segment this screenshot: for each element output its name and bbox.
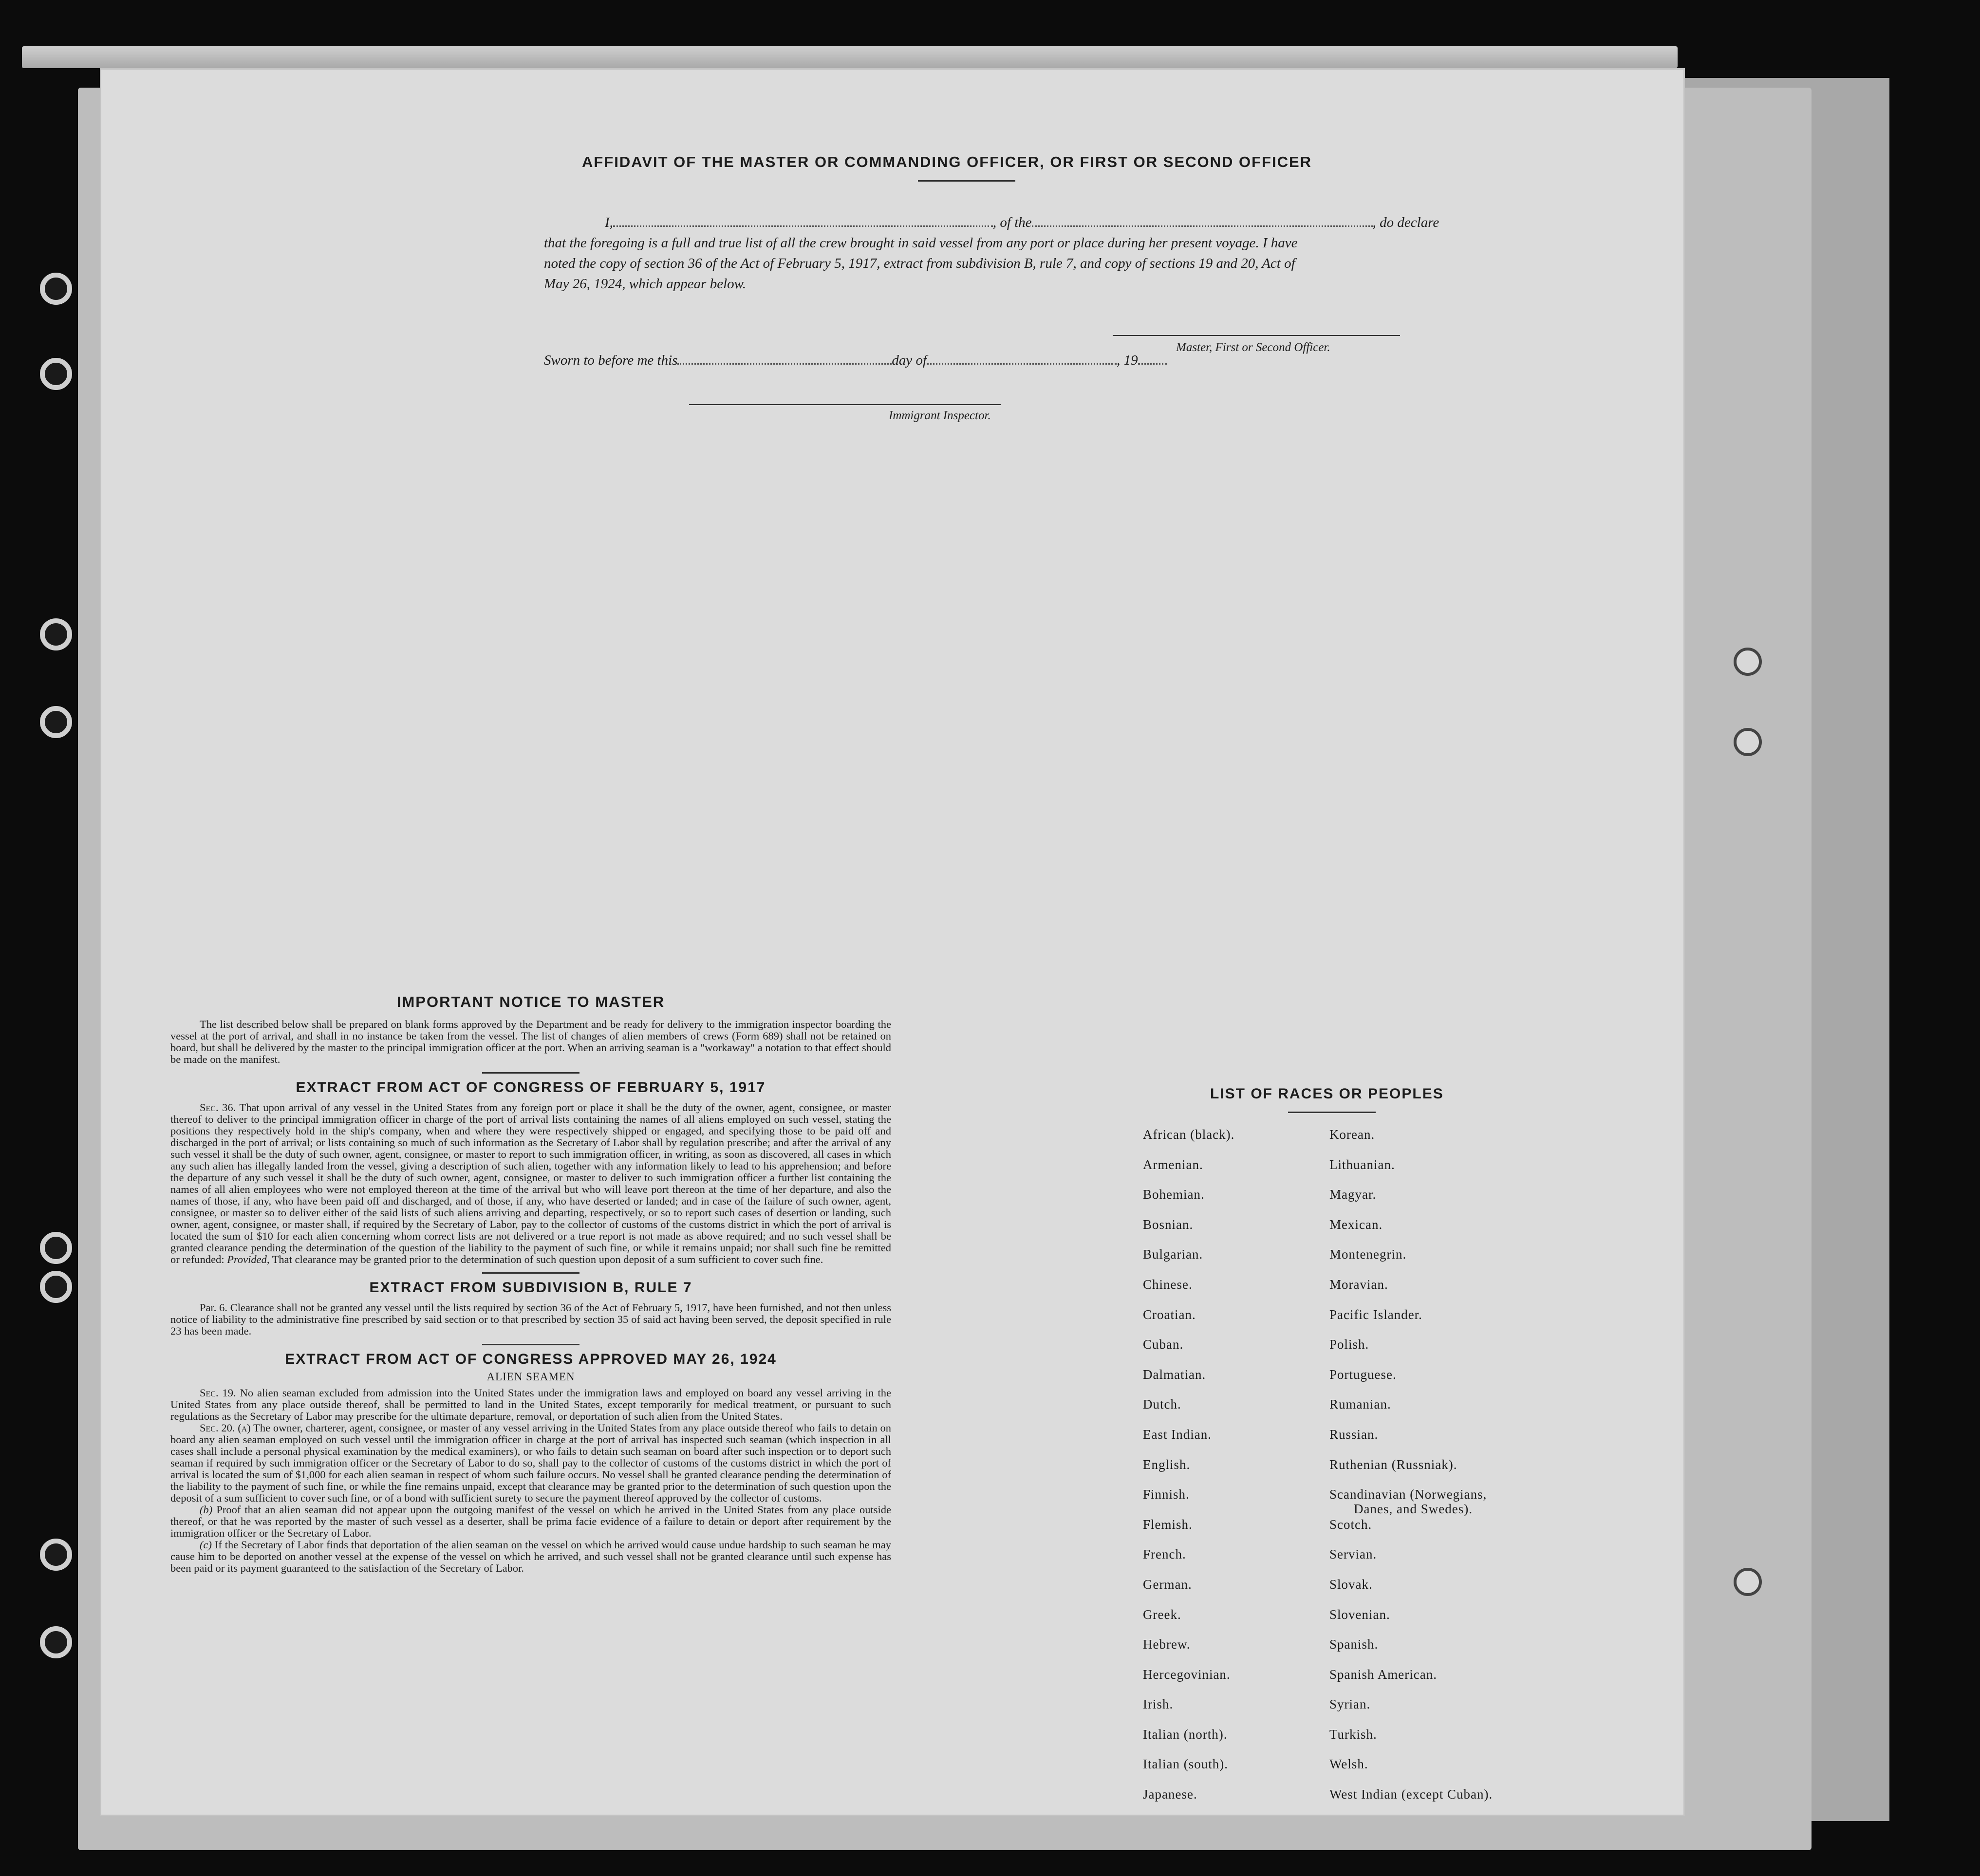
race-item bbox=[1143, 1787, 1234, 1817]
race-label: Spanish. bbox=[1329, 1637, 1379, 1652]
sec20b-text bbox=[170, 1504, 891, 1539]
extract-1924-subtitle: ALIEN SEAMEN bbox=[486, 1371, 575, 1383]
sec20a-body: The owner, charterer, agent, consignee, or master of any vessel arriving in the United States from any place outside thereof who fails to detain on board any alien seaman employed on such vessel until the immigration officer in charge at the port of arrival has inspected such seaman (which inspection in all cases shall include a personal physical examination by the medical examiners), or who fails to detain such seaman on board after such inspection or to deport such seaman if required by such immigration officer or the Secretary of Labor to do so, shall pay to the collector of customs of the customs district in which the port of arrival is located the sum of $1,000 for each alien seaman in respect of whom such failure occurs. No vessel shall be granted clearance pending the determination of the liability to the payment of such fine, or while the fine remains unpaid, except that clearance may be granted prior to the determination of such question upon the deposit of a sum sufficient to cover such fine, or of a bond with sufficient surety to secure the payment thereof approved by the collector of customs. bbox=[170, 1422, 891, 1504]
race-label: African (black). bbox=[1143, 1127, 1235, 1142]
race-item bbox=[1143, 1757, 1234, 1787]
race-item bbox=[1329, 1157, 1493, 1188]
race-item bbox=[1143, 1487, 1234, 1517]
race-label: Chinese. bbox=[1143, 1277, 1193, 1292]
race-label: Polish. bbox=[1329, 1337, 1369, 1352]
race-item bbox=[1143, 1457, 1234, 1487]
race-label: Russian. bbox=[1329, 1427, 1379, 1442]
inspector-signature-line[interactable] bbox=[689, 404, 1001, 405]
race-item bbox=[1143, 1187, 1234, 1217]
race-item bbox=[1143, 1427, 1234, 1457]
race-label: Dalmatian. bbox=[1143, 1367, 1206, 1382]
race-label: Turkish. bbox=[1329, 1727, 1377, 1742]
race-item bbox=[1329, 1727, 1493, 1757]
race-item bbox=[1329, 1427, 1493, 1457]
section-divider bbox=[482, 1072, 579, 1074]
master-signature-line[interactable] bbox=[1113, 335, 1400, 336]
race-item bbox=[1143, 1217, 1234, 1247]
race-item bbox=[1143, 1607, 1234, 1637]
race-item bbox=[1329, 1757, 1493, 1787]
sworn-day-of: day of bbox=[892, 353, 927, 368]
race-label: English. bbox=[1143, 1457, 1191, 1472]
affidavit-body bbox=[544, 212, 1537, 294]
race-item bbox=[1329, 1337, 1493, 1367]
races-list-left bbox=[1143, 1127, 1234, 1817]
race-item bbox=[1329, 1787, 1493, 1817]
race-label: East Indian. bbox=[1143, 1427, 1212, 1442]
section-divider bbox=[482, 1344, 579, 1345]
sec20b-body: Proof that an alien seaman did not appear upon the outgoing manifest of the vessel on which he arrived in the United States from any place outside thereof, or that he was reported by the master of such vessel as a deserter, shall be prima facie evidence of a failure to detain or deport after requirement by the immigration officer or the Secretary of Labor. bbox=[170, 1504, 892, 1539]
races-title: LIST OF RACES OR PEOPLES bbox=[1210, 1086, 1444, 1102]
race-label: Servian. bbox=[1329, 1547, 1377, 1562]
race-item bbox=[1143, 1577, 1234, 1607]
name-field[interactable] bbox=[613, 212, 993, 227]
affidavit-line-4: May 26, 1924, which appear below. bbox=[544, 276, 747, 292]
race-item bbox=[1329, 1697, 1493, 1727]
race-item bbox=[1329, 1667, 1493, 1697]
punch-hole-icon bbox=[1734, 1568, 1762, 1596]
race-label: Cuban. bbox=[1143, 1337, 1184, 1352]
race-label: Rumanian. bbox=[1329, 1397, 1391, 1412]
race-item bbox=[1329, 1607, 1493, 1637]
sec20b-label: (b) bbox=[200, 1504, 213, 1516]
extract-1917-body: That upon arrival of any vessel in the United States from any foreign port or place it shall be the duty of the owner, agent, consignee, or master thereof to deliver to the principal immigration officer in charge of the port of arrival lists containing the names of all aliens employed on such vessel, stating the positions they respectively hold in the ship's company, when and where they were respectively shipped or engaged, and specifying those to be paid off and discharged in the port of arrival; or lists containing so much of such information as the Secretary of Labor shall by regulation prescribe; and after the arrival of any such vessel it shall be the duty of such owner, agent, consignee, or master to report to such immigration officer, in writing, as soon as discovered, all cases in which any such alien has illegally landed from the vessel, giving a description of such alien, together with any information likely to lead to his apprehension; and before the departure of any such vessel it shall be the duty of such owner, agent, consignee, or master to deliver to such immigration officer a further list containing the names of all alien employees who were not employed thereon at the time of the arrival but who will leave port thereon at the time of her departure, and also the names of those, if any, who have been paid off and discharged, and of those, if any, who have deserted or landed; and in case of the failure of such owner, agent, consignee, or master so to deliver either of the said lists of such aliens arriving and departing, respectively, or so to report such cases of desertion or landing, such owner, agent, consignee, or master shall, if required by the Secretary of Labor, pay to the collector of customs of the customs district in which the port of arrival is located the sum of $10 for each alien concerning whom correct lists are not delivered or a true report is not made as above required; and no such vessel shall be granted clearance pending the determination of the question of the liability to the payment of such fine, or while it remains unpaid; nor shall such fine be remitted or refunded: bbox=[170, 1101, 892, 1265]
race-label: Italian (north). bbox=[1143, 1727, 1228, 1742]
punch-hole-icon bbox=[1734, 648, 1762, 676]
race-item bbox=[1143, 1157, 1234, 1188]
binder-strip bbox=[22, 46, 1678, 68]
race-item bbox=[1329, 1637, 1493, 1667]
punch-hole-icon bbox=[1734, 728, 1762, 756]
affidavit-title: AFFIDAVIT OF THE MASTER OR COMMANDING OFFICER, OR FIRST OR SECOND OFFICER bbox=[582, 153, 1312, 170]
binder-hole-icon bbox=[40, 1271, 72, 1303]
extract-1917-body-end: That clearance may be granted prior to the determination of such question upon deposit of a sum sufficient to cover such fine. bbox=[272, 1253, 823, 1265]
sworn-year-field[interactable] bbox=[1138, 350, 1167, 365]
notice-title: IMPORTANT NOTICE TO MASTER bbox=[396, 993, 665, 1010]
master-signature-label: Master, First or Second Officer. bbox=[1176, 341, 1330, 354]
race-item bbox=[1329, 1127, 1493, 1157]
race-label: Slovak. bbox=[1329, 1577, 1373, 1592]
race-label: Ruthenian (Russniak). bbox=[1329, 1457, 1457, 1472]
sworn-day-field[interactable] bbox=[677, 350, 892, 365]
race-label: Dutch. bbox=[1143, 1397, 1181, 1412]
race-label: West Indian (except Cuban). bbox=[1329, 1787, 1493, 1802]
race-label: Flemish. bbox=[1143, 1517, 1193, 1532]
sec19-label: Sec. 19. bbox=[200, 1387, 236, 1399]
sworn-line bbox=[544, 350, 1167, 369]
vessel-field[interactable] bbox=[1032, 212, 1373, 227]
manifest-page bbox=[100, 68, 1685, 1816]
extract-1924-title: EXTRACT FROM ACT OF CONGRESS APPROVED MAY 26, 1924 bbox=[285, 1351, 777, 1367]
race-item bbox=[1329, 1547, 1493, 1577]
race-label: German. bbox=[1143, 1577, 1192, 1592]
sec19-body: No alien seaman excluded from admission into the United States under the immigration laws and employed on board any vessel arriving in the United States from any place outside thereof, shall be permitted to land in the United States, except temporarily for medical treatment, or pursuant to such regulations as the Secretary of Labor may prescribe for the ultimate departure, removal, or deportation of such alien from the United States. bbox=[170, 1387, 891, 1422]
notices-column bbox=[170, 993, 891, 1574]
race-label: Scandinavian (Norwegians, bbox=[1329, 1487, 1487, 1502]
race-item bbox=[1329, 1367, 1493, 1397]
title-divider bbox=[918, 180, 1015, 182]
races-divider bbox=[1288, 1112, 1376, 1113]
race-item bbox=[1329, 1517, 1493, 1547]
race-label: Portuguese. bbox=[1329, 1367, 1397, 1382]
binder-hole-icon bbox=[40, 706, 72, 738]
race-item bbox=[1143, 1727, 1234, 1757]
sec20c-text bbox=[170, 1539, 891, 1574]
race-label: Slovenian. bbox=[1329, 1607, 1390, 1622]
race-label: Finnish. bbox=[1143, 1487, 1190, 1502]
race-item bbox=[1143, 1247, 1234, 1277]
race-item bbox=[1143, 1307, 1234, 1337]
affidavit-of-the: , of the bbox=[992, 215, 1032, 230]
section-divider bbox=[482, 1272, 579, 1274]
sec20c-body: If the Secretary of Labor finds that deportation of the alien seaman on the vessel on which he arrived would cause undue hardship to such seaman he may cause him to be deported on another vessel at the expense of the vessel on which he arrived, and such vessel shall not be granted clearance until such expense has been paid or its payment guaranteed to the satisfaction of the Secretary of Labor. bbox=[170, 1539, 891, 1574]
race-label: Lithuanian. bbox=[1329, 1157, 1395, 1172]
race-item bbox=[1143, 1697, 1234, 1727]
race-label: French. bbox=[1143, 1547, 1186, 1562]
affidavit-line-2: that the foregoing is a full and true list of all the crew brought in said vessel from any port or place during her present voyage. I have bbox=[544, 235, 1298, 251]
race-item bbox=[1143, 1127, 1234, 1157]
sec20a-text bbox=[170, 1422, 891, 1504]
binder-hole-icon bbox=[40, 358, 72, 390]
affidavit-line-3: noted the copy of section 36 of the Act of February 5, 1917, extract from subdivision B, rule 7, and copy of sections 19 and 20, Act of bbox=[544, 256, 1295, 271]
race-item bbox=[1329, 1187, 1493, 1217]
race-item bbox=[1143, 1337, 1234, 1367]
race-item bbox=[1329, 1397, 1493, 1427]
race-label: Armenian. bbox=[1143, 1157, 1203, 1172]
races-list-right bbox=[1329, 1127, 1493, 1817]
race-label: Montenegrin. bbox=[1329, 1247, 1407, 1262]
race-item bbox=[1329, 1457, 1493, 1487]
race-label: Italian (south). bbox=[1143, 1757, 1228, 1772]
race-item bbox=[1329, 1307, 1493, 1337]
race-label: Moravian. bbox=[1329, 1277, 1388, 1292]
race-label: Croatian. bbox=[1143, 1307, 1196, 1322]
extract-rule7-text: Par. 6. Clearance shall not be granted any vessel until the lists required by section 36 of the Act of February 5, 1917, have been furnished, and not then unless notice of liability to the administrative fine prescribed by said section or to that prescribed by section 35 of said act having been served, the deposit specified in rule 23 has been made. bbox=[170, 1301, 891, 1337]
race-label-continuation: Danes, and Swedes). bbox=[1354, 1502, 1473, 1517]
sworn-year: , 19 bbox=[1117, 353, 1138, 368]
race-label: Spanish American. bbox=[1329, 1667, 1437, 1682]
race-label: Korean. bbox=[1329, 1127, 1375, 1142]
extract-1917-title: EXTRACT FROM ACT OF CONGRESS OF FEBRUARY 5, 1917 bbox=[296, 1079, 766, 1096]
sec20-label: Sec. 20. (a) bbox=[200, 1422, 251, 1434]
race-item bbox=[1143, 1667, 1234, 1697]
race-label: Pacific Islander. bbox=[1329, 1307, 1422, 1322]
sec20c-label: (c) bbox=[200, 1539, 212, 1551]
binder-hole-icon bbox=[40, 273, 72, 305]
notice-text: The list described below shall be prepared on blank forms approved by the Department and be ready for delivery to the immigration inspector boarding the vessel at the port of arrival, and shall in no instance be taken from the vessel. The list of changes of alien members of crews (Form 689) shall not be retained on board, but shall be delivered by the master to the principal immigration officer at the port. When an arriving seaman is a "workaway" a notation to that effect should be made on the manifest. bbox=[170, 1018, 891, 1065]
race-label: Bohemian. bbox=[1143, 1187, 1205, 1202]
race-item bbox=[1143, 1637, 1234, 1667]
race-label: Irish. bbox=[1143, 1697, 1174, 1712]
race-label: Bosnian. bbox=[1143, 1217, 1194, 1232]
affidavit-line-1 bbox=[544, 212, 1537, 233]
binder-hole-icon bbox=[40, 1232, 72, 1264]
sworn-text: Sworn to before me this bbox=[544, 353, 678, 368]
race-label: Hercegovinian. bbox=[1143, 1667, 1231, 1682]
race-item bbox=[1329, 1277, 1493, 1307]
race-item bbox=[1143, 1547, 1234, 1577]
race-item bbox=[1329, 1577, 1493, 1607]
inspector-label: Immigrant Inspector. bbox=[889, 409, 991, 422]
race-label: Greek. bbox=[1143, 1607, 1181, 1622]
extract-1917-sec: Sec. 36. bbox=[200, 1101, 236, 1114]
race-label: Magyar. bbox=[1329, 1187, 1377, 1202]
race-item bbox=[1329, 1487, 1493, 1517]
binder-hole-icon bbox=[40, 1539, 72, 1571]
sworn-month-field[interactable] bbox=[927, 350, 1117, 365]
binder-hole-icon bbox=[40, 618, 72, 650]
race-label: Mexican. bbox=[1329, 1217, 1383, 1232]
race-label: Japanese. bbox=[1143, 1787, 1197, 1802]
race-item bbox=[1329, 1217, 1493, 1247]
race-item bbox=[1329, 1247, 1493, 1277]
race-label: Welsh. bbox=[1329, 1757, 1368, 1772]
race-item bbox=[1143, 1367, 1234, 1397]
race-item bbox=[1143, 1277, 1234, 1307]
sec19-text bbox=[170, 1387, 891, 1422]
race-item bbox=[1143, 1397, 1234, 1427]
affidavit-i: I, bbox=[605, 215, 613, 230]
extract-1917-text bbox=[170, 1102, 891, 1265]
binder-hole-icon bbox=[40, 1626, 72, 1658]
extract-rule7-title: EXTRACT FROM SUBDIVISION B, RULE 7 bbox=[369, 1280, 692, 1296]
race-label: Scotch. bbox=[1329, 1517, 1372, 1532]
race-label: Syrian. bbox=[1329, 1697, 1371, 1712]
race-label: Bulgarian. bbox=[1143, 1247, 1203, 1262]
extract-1917-provided: Provided, bbox=[227, 1253, 270, 1265]
affidavit-do-declare: , do declare bbox=[1372, 215, 1439, 230]
race-label: Hebrew. bbox=[1143, 1637, 1191, 1652]
race-item bbox=[1143, 1517, 1234, 1547]
